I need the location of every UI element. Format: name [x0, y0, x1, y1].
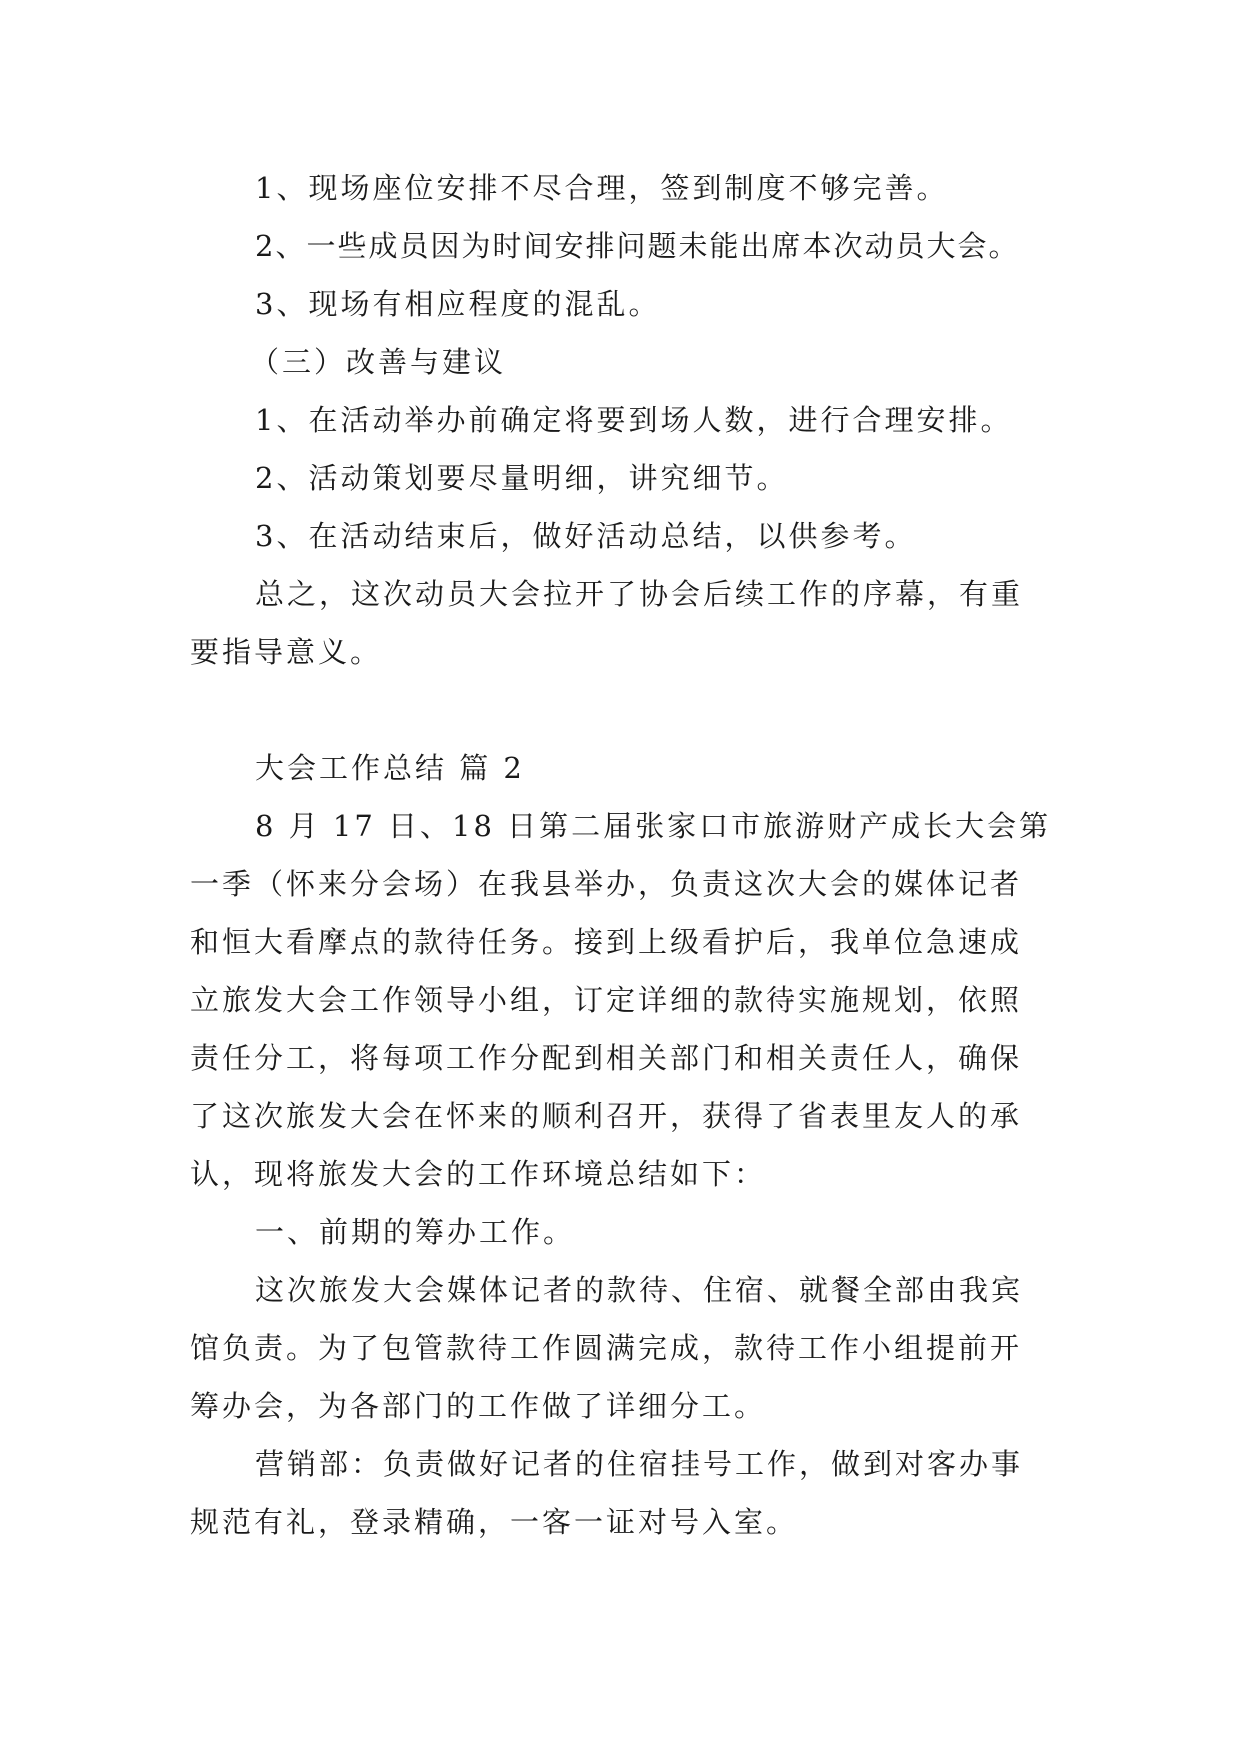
list-item: 1、在活动举办前确定将要到场人数，进行合理安排。 — [255, 403, 1013, 437]
paragraph-line: 8 月 17 日、18 日第二届张家口市旅游财产成长大会第 — [255, 809, 1052, 843]
paragraph-line: 和恒大看摩点的款待任务。接到上级看护后，我单位急速成 — [190, 925, 1023, 959]
paragraph-line: 立旅发大会工作领导小组，订定详细的款待实施规划，依照 — [190, 983, 1023, 1017]
list-item: 3、在活动结束后，做好活动总结，以供参考。 — [255, 519, 917, 553]
list-item: 1、现场座位安排不尽合理，签到制度不够完善。 — [255, 171, 949, 205]
paragraph-line: 责任分工，将每项工作分配到相关部门和相关责任人，确保 — [190, 1041, 1023, 1075]
paragraph-line: 总之，这次动员大会拉开了协会后续工作的序幕，有重 — [255, 577, 1024, 611]
list-item: 3、现场有相应程度的混乱。 — [255, 287, 661, 321]
paragraph-line: 了这次旅发大会在怀来的顺利召开，获得了省表里友人的承 — [190, 1099, 1023, 1133]
list-item: 2、一些成员因为时间安排问题未能出席本次动员大会。 — [255, 229, 1020, 263]
paragraph-line: 营销部：负责做好记者的住宿挂号工作，做到对客办事 — [255, 1447, 1024, 1481]
paragraph-line: 这次旅发大会媒体记者的款待、住宿、就餐全部由我宾 — [255, 1273, 1024, 1307]
paragraph-line: 认，现将旅发大会的工作环境总结如下： — [190, 1157, 767, 1191]
paragraph-line: 筹办会，为各部门的工作做了详细分工。 — [190, 1389, 767, 1423]
section-title: 大会工作总结 篇 2 — [255, 751, 525, 785]
paragraph-line: 馆负责。为了包管款待工作圆满完成，款待工作小组提前开 — [190, 1331, 1023, 1365]
paragraph-line: 要指导意义。 — [190, 635, 383, 669]
paragraph-line: 一季（怀来分会场）在我县举办，负责这次大会的媒体记者 — [190, 867, 1023, 901]
section-heading: （三）改善与建议 — [250, 345, 507, 379]
section-heading: 一、前期的筹办工作。 — [255, 1215, 576, 1249]
paragraph-line: 规范有礼，登录精确，一客一证对号入室。 — [190, 1505, 799, 1539]
list-item: 2、活动策划要尽量明细，讲究细节。 — [255, 461, 789, 495]
